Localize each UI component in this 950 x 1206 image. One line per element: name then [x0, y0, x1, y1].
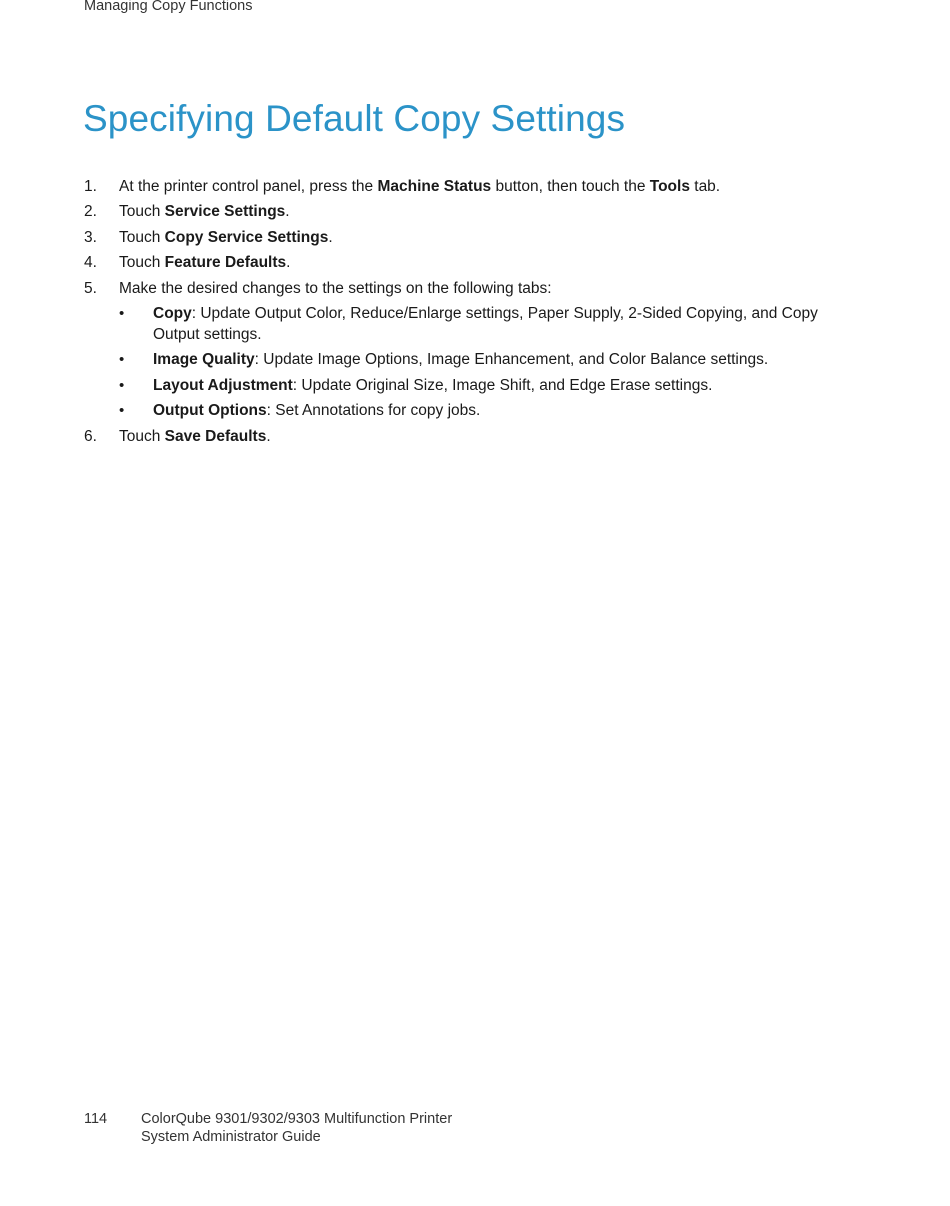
step-text-fragment: button, then touch the	[491, 178, 650, 195]
step-text-fragment: : Update Output Color, Reduce/Enlarge settings, Paper Supply, 2-Sided Copying, and Copy Output settings.	[153, 304, 818, 343]
step-text-fragment: : Update Image Options, Image Enhancement, and Color Balance settings.	[254, 351, 769, 369]
step-item	[84, 201, 864, 222]
ui-term: Copy Service Settings	[164, 228, 329, 246]
step-text-fragment: .	[266, 427, 271, 445]
ui-term: Feature Defaults	[164, 254, 287, 272]
bullet-icon: •	[119, 376, 125, 394]
step-item	[84, 227, 864, 248]
step-text-fragment: : Update Original Size, Image Shift, and Edge Erase settings.	[292, 376, 713, 394]
step-text-fragment: .	[328, 228, 333, 246]
bullet-text	[153, 377, 712, 394]
step-text	[119, 254, 290, 271]
ui-term: Image Quality	[153, 351, 255, 369]
step-number: 4.	[84, 254, 97, 272]
step-text	[119, 178, 720, 195]
step-text	[119, 229, 333, 246]
step-number: 2.	[84, 203, 97, 221]
step-text-fragment: Touch	[119, 203, 165, 221]
step-number: 6.	[84, 427, 97, 445]
step-item	[84, 176, 864, 197]
ui-term: Machine Status	[377, 178, 492, 195]
ui-term: Service Settings	[164, 203, 286, 221]
step-text-fragment: Touch	[119, 228, 165, 246]
footer-guide: System Administrator Guide	[141, 1129, 321, 1145]
step-item	[84, 426, 864, 447]
bullet-icon: •	[119, 402, 125, 420]
page-number: 114	[84, 1111, 108, 1127]
bullet-text	[153, 305, 818, 343]
step-number: 5.	[84, 279, 97, 297]
bullet-icon: •	[119, 351, 125, 369]
bullet-text	[153, 351, 768, 368]
bullet-icon: •	[119, 304, 125, 322]
bullet-text	[153, 402, 480, 419]
footer-text	[141, 1110, 452, 1146]
bullet-item	[119, 303, 864, 345]
bullet-item	[119, 375, 864, 396]
step-text	[119, 203, 290, 220]
running-header: Managing Copy Functions	[84, 0, 253, 14]
step-text-fragment: .	[285, 203, 290, 221]
ui-term: Output Options	[153, 402, 267, 420]
step-item	[84, 278, 864, 422]
step-text-fragment: Make the desired changes to the settings on the following tabs:	[119, 279, 552, 297]
step-text-fragment: tab.	[689, 178, 721, 195]
step-text-fragment: : Set Annotations for copy jobs.	[266, 402, 481, 420]
step-text	[119, 280, 552, 297]
page-title: Specifying Default Copy Settings	[83, 98, 626, 139]
tab-list	[119, 303, 864, 421]
step-number: 3.	[84, 228, 97, 246]
step-item	[84, 252, 864, 273]
ui-term: Tools	[649, 178, 690, 195]
ui-term: Save Defaults	[164, 427, 267, 445]
ui-term: Layout Adjustment	[153, 376, 293, 394]
step-text	[119, 428, 271, 445]
footer-product: ColorQube 9301/9302/9303 Multifunction Printer	[141, 1111, 453, 1127]
ui-term: Copy	[153, 304, 192, 322]
step-text-fragment: .	[286, 254, 291, 272]
step-number: 1.	[84, 178, 97, 195]
step-text-fragment: At the printer control panel, press the	[119, 178, 378, 195]
step-text-fragment: Touch	[119, 254, 165, 272]
procedure-steps	[84, 176, 864, 451]
step-text-fragment: Touch	[119, 427, 165, 445]
bullet-item	[119, 349, 864, 370]
bullet-item	[119, 400, 864, 421]
